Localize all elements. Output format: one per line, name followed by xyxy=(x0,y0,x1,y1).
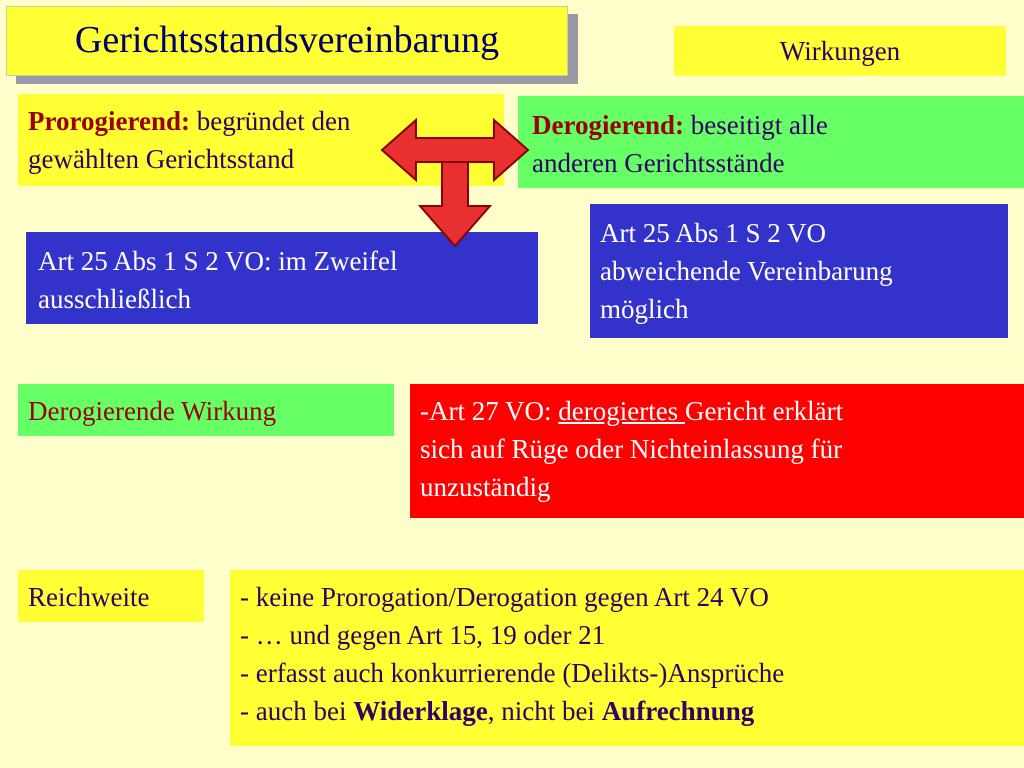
art27-box xyxy=(410,384,1024,518)
list-item: - erfasst auch konkurrierende (Delikts-)Ansprüche xyxy=(240,658,785,688)
prorogierend-text-2: gewählten Gerichtsstand xyxy=(28,144,295,174)
list-item: - … und gegen Art 15, 19 oder 21 xyxy=(240,620,606,650)
art25-right-line-1: Art 25 Abs 1 S 2 VO xyxy=(600,218,827,248)
section-tag: Wirkungen xyxy=(674,26,1006,76)
art27-line-3: unzuständig xyxy=(420,472,551,502)
aufrechnung-term: Aufrechnung xyxy=(601,696,755,726)
art27-prefix: -Art 27 VO: xyxy=(420,396,559,426)
art27-line-2: sich auf Rüge oder Nichteinlassung für xyxy=(420,434,843,464)
double-arrow-down-icon xyxy=(380,118,530,248)
art25-right-line-2: abweichende Vereinbarung xyxy=(600,256,893,286)
art25-right-line-3: möglich xyxy=(600,294,689,324)
derogierend-text-2: anderen Gerichtsstände xyxy=(532,148,785,178)
item4-pre: - auch bei xyxy=(240,696,354,726)
art25-right-box xyxy=(590,204,1008,338)
prorogierend-text-1: begründet den xyxy=(189,106,351,136)
derogierend-term: Derogierend: xyxy=(532,110,684,140)
derogierend-text-1: beseitigt alle xyxy=(683,110,828,140)
art25-left-line-2: ausschließlich xyxy=(38,284,191,314)
art27-rest: Gericht erklärt xyxy=(684,396,844,426)
widerklage-term: Widerklage xyxy=(353,696,488,726)
art27-underlined: derogiertes xyxy=(558,396,685,426)
reichweite-label: Reichweite xyxy=(18,570,204,622)
list-item xyxy=(240,692,1014,730)
derogierende-wirkung-label: Derogierende Wirkung xyxy=(18,384,394,436)
page-title: Gerichtsstandsvereinbarung xyxy=(6,6,568,76)
item4-mid: , nicht bei xyxy=(487,696,602,726)
art25-left-line-1: Art 25 Abs 1 S 2 VO: im Zweifel xyxy=(38,246,398,276)
prorogierend-term: Prorogierend: xyxy=(28,106,190,136)
reichweite-list xyxy=(230,570,1024,746)
derogierend-box xyxy=(518,96,1024,188)
list-item: - keine Prorogation/Derogation gegen Art 24 VO xyxy=(240,582,769,612)
